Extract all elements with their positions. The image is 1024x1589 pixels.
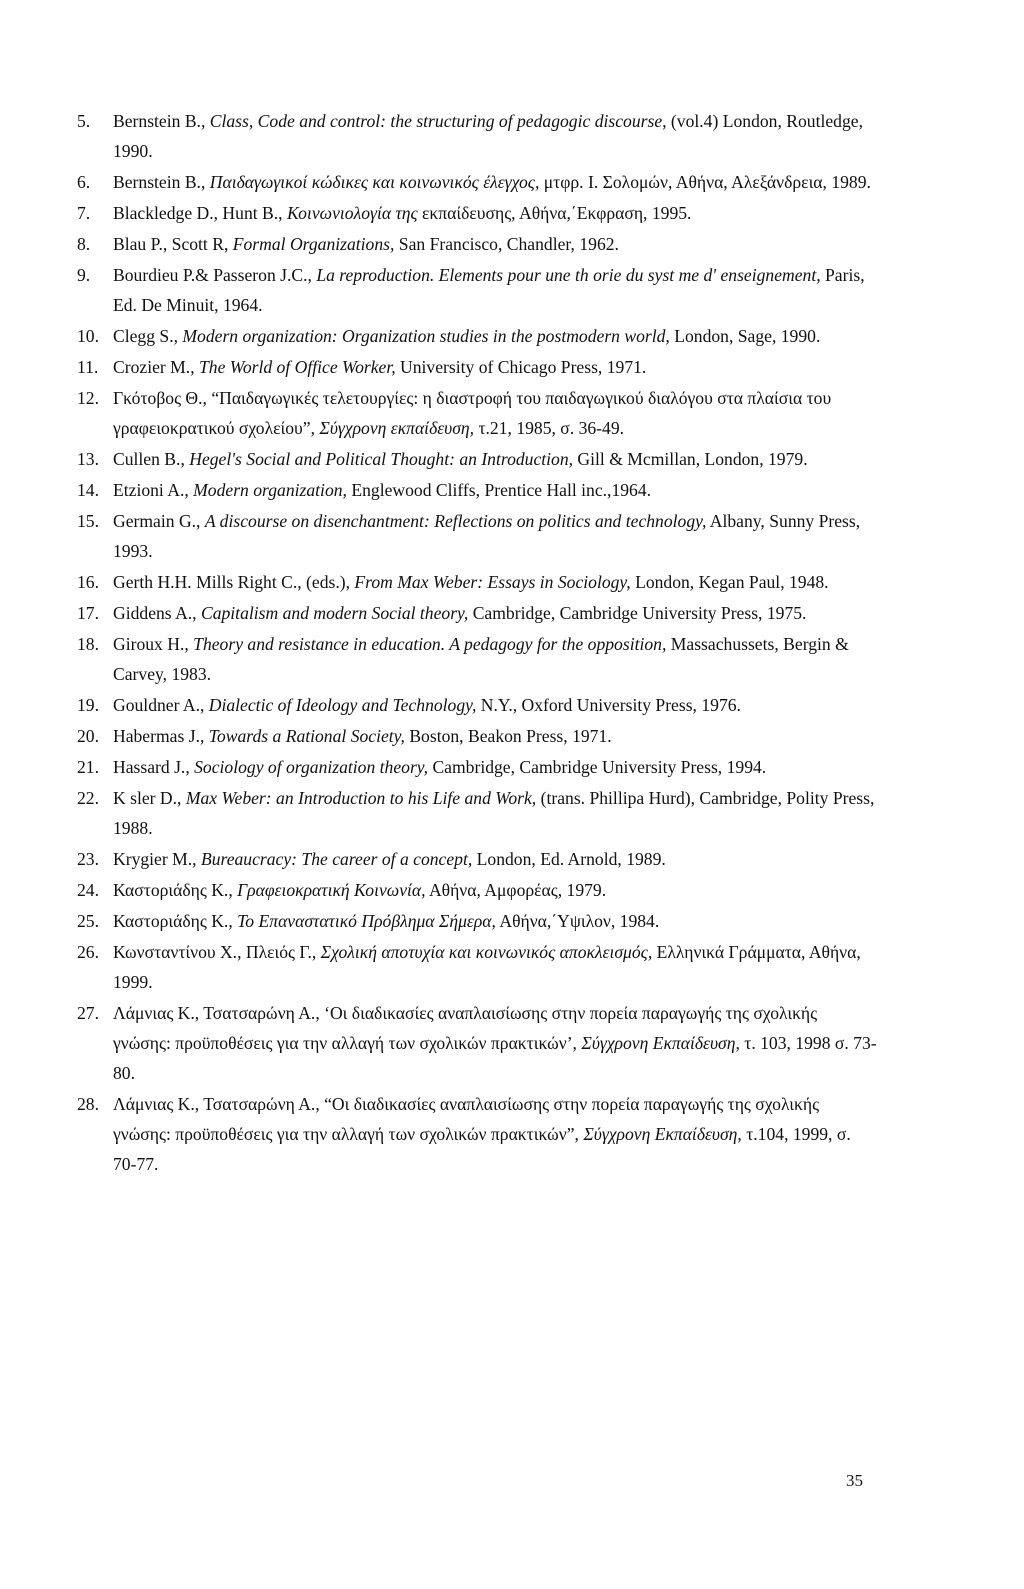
- reference-segment: τ.21, 1985, σ. 36-49.: [474, 418, 625, 438]
- reference-text: [113, 788, 874, 838]
- reference-item: [77, 106, 877, 166]
- reference-segment: Blackledge D., Hunt B.,: [113, 203, 287, 223]
- reference-text: [113, 172, 871, 192]
- reference-segment: K sler D.,: [113, 788, 186, 808]
- reference-segment: εκπαίδευσης, Αθήνα,΄Εκφραση, 1995.: [417, 203, 692, 223]
- reference-item: [77, 352, 877, 382]
- reference-text: [113, 572, 829, 592]
- reference-number: 19.: [77, 695, 99, 715]
- reference-number: 14.: [77, 480, 99, 500]
- reference-number: 20.: [77, 726, 99, 746]
- reference-title: Towards a Rational Society,: [208, 726, 405, 746]
- reference-text: [113, 480, 651, 500]
- reference-segment: Clegg S.,: [113, 326, 183, 346]
- reference-number: 23.: [77, 849, 99, 869]
- reference-item: [77, 383, 877, 443]
- reference-title: Modern organization,: [193, 480, 347, 500]
- reference-segment: Bernstein B.,: [113, 172, 210, 192]
- reference-item: [77, 444, 877, 474]
- reference-number: 28.: [77, 1094, 99, 1114]
- reference-segment: London, Sage, 1990.: [669, 326, 821, 346]
- reference-number: 25.: [77, 911, 99, 931]
- reference-segment: Paris, Ed. De Minuit, 1964.: [113, 265, 865, 315]
- reference-segment: San Francisco, Chandler, 1962.: [394, 234, 619, 254]
- reference-text: [113, 111, 863, 161]
- reference-segment: Massachussets, Bergin & Carvey, 1983.: [113, 634, 849, 684]
- reference-segment: Gill & Mcmillan, London, 1979.: [573, 449, 808, 469]
- reference-item: [77, 906, 877, 936]
- reference-text: [113, 603, 806, 623]
- reference-segment: Κωνσταντίνου Χ., Πλειός Γ.,: [113, 942, 321, 962]
- reference-number: 22.: [77, 788, 99, 808]
- reference-segment: Crozier M.,: [113, 357, 199, 377]
- reference-text: [113, 388, 831, 438]
- reference-number: 6.: [77, 172, 91, 192]
- reference-item: [77, 998, 877, 1088]
- reference-number: 16.: [77, 572, 99, 592]
- reference-title: Σχολική αποτυχία και κοινωνικός αποκλεισμός,: [320, 942, 653, 962]
- reference-text: [113, 357, 646, 377]
- reference-title: Hegel's Social and Political Thought: an Introduction,: [189, 449, 574, 469]
- reference-number: 11.: [77, 357, 99, 377]
- reference-segment: Cambridge, Cambridge University Press, 1994.: [428, 757, 767, 777]
- reference-number: 9.: [77, 265, 91, 285]
- reference-segment: Καστοριάδης Κ.,: [113, 911, 238, 931]
- reference-text: [113, 849, 666, 869]
- reference-item: [77, 198, 877, 228]
- reference-number: 27.: [77, 1003, 99, 1023]
- reference-title: Class, Code and control: the structuring of pedagogic discourse,: [209, 111, 667, 131]
- reference-segment: (trans. Phillipa Hurd), Cambridge, Polity Press, 1988.: [113, 788, 875, 838]
- reference-number: 8.: [77, 234, 91, 254]
- reference-text: [113, 634, 849, 684]
- reference-number: 5.: [77, 111, 91, 131]
- reference-number: 26.: [77, 942, 99, 962]
- reference-segment: Cullen B.,: [113, 449, 190, 469]
- reference-segment: N.Y., Oxford University Press, 1976.: [476, 695, 741, 715]
- reference-number: 10.: [77, 326, 99, 346]
- reference-title: A discourse on disenchantment: Reflections on politics and technology,: [204, 511, 707, 531]
- reference-segment: Giroux H.,: [113, 634, 194, 654]
- reference-segment: Cambridge, Cambridge University Press, 1975.: [468, 603, 807, 623]
- reference-title: Theory and resistance in education. A pedagogy for the opposition,: [193, 634, 667, 654]
- reference-text: [113, 942, 861, 992]
- reference-text: [113, 880, 606, 900]
- reference-text: [113, 695, 741, 715]
- reference-segment: London, Kegan Paul, 1948.: [630, 572, 829, 592]
- reference-segment: Germain G.,: [113, 511, 205, 531]
- reference-number: 7.: [77, 203, 91, 223]
- reference-segment: Albany, Sunny Press, 1993.: [113, 511, 861, 561]
- reference-segment: τ. 103, 1998 σ. 73-80.: [113, 1033, 877, 1083]
- reference-title: The World of Office Worker,: [199, 357, 396, 377]
- reference-text: [113, 757, 766, 777]
- reference-segment: Bernstein B.,: [113, 111, 210, 131]
- reference-item: [77, 937, 877, 997]
- reference-title: Το Επαναστατικό Πρόβλημα Σήμερα,: [237, 911, 496, 931]
- reference-item: [77, 721, 877, 751]
- reference-segment: μτφρ. Ι. Σολομών, Αθήνα, Αλεξάνδρεια, 1989.: [539, 172, 871, 192]
- reference-segment: Hassard J.,: [113, 757, 195, 777]
- reference-item: [77, 506, 877, 566]
- reference-title: Capitalism and modern Social theory,: [200, 603, 469, 623]
- page-number: 35: [846, 1471, 863, 1490]
- reference-item: [77, 752, 877, 782]
- reference-segment: Gouldner A.,: [113, 695, 209, 715]
- reference-title: Dialectic of Ideology and Technology,: [208, 695, 477, 715]
- reference-text: [113, 234, 619, 254]
- reference-item: [77, 567, 877, 597]
- reference-title: Γραφειοκρατική Κοινωνία,: [237, 880, 426, 900]
- reference-segment: Giddens A.,: [113, 603, 201, 623]
- reference-segment: Ελληνικά Γράμματα, Αθήνα, 1999.: [113, 942, 861, 992]
- reference-number: 21.: [77, 757, 99, 777]
- reference-number: 18.: [77, 634, 99, 654]
- reference-segment: Λάμνιας Κ., Τσατσαρώνη Α., “Οι διαδικασίες αναπλαισίωσης στην πορεία παραγωγής της σχολικής γνώσης: προϋποθέσεις για την αλλαγή των σχολικών πρακτικών”,: [113, 1094, 820, 1144]
- reference-number: 24.: [77, 880, 99, 900]
- reference-segment: Englewood Cliffs, Prentice Hall inc.,1964.: [346, 480, 652, 500]
- reference-number: 12.: [77, 388, 99, 408]
- reference-segment: (vol.4) London, Routledge, 1990.: [113, 111, 863, 161]
- reference-title: From Max Weber: Essays in Sociology,: [354, 572, 631, 592]
- reference-text: [113, 1094, 851, 1174]
- reference-segment: Αθήνα, Αμφορέας, 1979.: [425, 880, 607, 900]
- reference-title: Σύγχρονη εκπαίδευση,: [319, 418, 475, 438]
- reference-title: Σύγχρονη Εκπαίδευση,: [583, 1124, 742, 1144]
- reference-segment: London, Ed. Arnold, 1989.: [472, 849, 666, 869]
- reference-title: Bureaucracy: The career of a concept,: [200, 849, 473, 869]
- reference-segment: Καστοριάδης Κ.,: [113, 880, 238, 900]
- reference-text: [113, 326, 820, 346]
- reference-segment: Αθήνα,΄Υψιλον, 1984.: [495, 911, 660, 931]
- reference-title: Σύγχρονη Εκπαίδευση,: [581, 1033, 740, 1053]
- reference-item: [77, 260, 877, 320]
- reference-segment: Boston, Beakon Press, 1971.: [404, 726, 612, 746]
- reference-text: [113, 265, 865, 315]
- reference-title: Modern organization: Organization studies in the postmodern world,: [182, 326, 670, 346]
- reference-segment: τ.104, 1999, σ. 70-77.: [113, 1124, 851, 1174]
- reference-segment: Γκότοβος Θ., “Παιδαγωγικές τελετουργίες: η διαστροφή του παιδαγωγικού διαλόγου στα πλαίσια του γραφειοκρατικού σχολείου”,: [113, 388, 832, 438]
- reference-segment: Blau P., Scott R,: [113, 234, 233, 254]
- reference-item: [77, 321, 877, 351]
- reference-segment: Krygier M.,: [113, 849, 201, 869]
- reference-item: [77, 690, 877, 720]
- reference-text: [113, 449, 808, 469]
- reference-item: [77, 875, 877, 905]
- reference-item: [77, 783, 877, 843]
- reference-title: Παιδαγωγικοί κώδικες και κοινωνικός έλεγχος,: [209, 172, 540, 192]
- reference-segment: Habermas J.,: [113, 726, 209, 746]
- reference-text: [113, 511, 860, 561]
- reference-number: 15.: [77, 511, 99, 531]
- reference-text: [113, 1003, 877, 1083]
- reference-item: [77, 475, 877, 505]
- reference-title: La reproduction. Elements pour une th orie du syst me d' enseignement,: [316, 265, 821, 285]
- reference-item: [77, 1089, 877, 1179]
- reference-number: 17.: [77, 603, 99, 623]
- reference-item: [77, 167, 877, 197]
- reference-segment: Etzioni A.,: [113, 480, 194, 500]
- reference-segment: Gerth H.H. Mills Right C., (eds.),: [113, 572, 355, 592]
- reference-item: [77, 229, 877, 259]
- reference-text: [113, 203, 691, 223]
- reference-item: [77, 629, 877, 689]
- reference-segment: University of Chicago Press, 1971.: [395, 357, 647, 377]
- reference-title: Sociology of organization theory,: [194, 757, 429, 777]
- reference-text: [113, 911, 659, 931]
- reference-segment: Λάμνιας Κ., Τσατσαρώνη Α., ‘Οι διαδικασίες αναπλαισίωσης στην πορεία παραγωγής της σχολικής γνώσης: προϋποθέσεις για την αλλαγή των σχολικών πρακτικών’,: [113, 1003, 818, 1053]
- reference-item: [77, 844, 877, 874]
- reference-title: Max Weber: an Introduction to his Life and Work,: [185, 788, 537, 808]
- reference-title: Formal Organizations,: [232, 234, 395, 254]
- reference-list: [77, 106, 877, 1180]
- reference-segment: Bourdieu P.& Passeron J.C.,: [113, 265, 317, 285]
- reference-number: 13.: [77, 449, 99, 469]
- reference-text: [113, 726, 612, 746]
- reference-title: Κοινωνιολογία της: [286, 203, 418, 223]
- reference-item: [77, 598, 877, 628]
